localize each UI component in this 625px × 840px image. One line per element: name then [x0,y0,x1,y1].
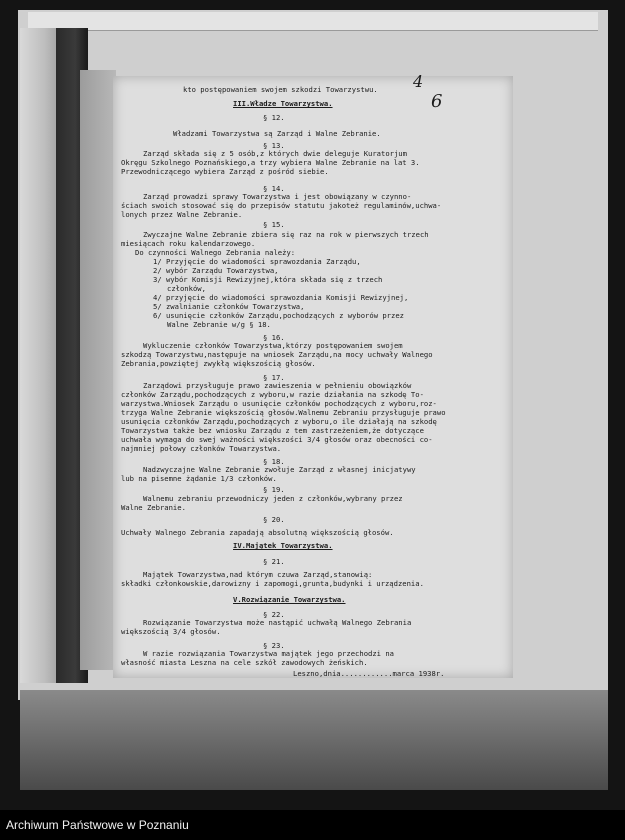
text-line: Rozwiązanie Towarzystwa może nastąpić uchwałą Walnego Zebrania [143,618,412,627]
text-line: Zarządowi przysługuje prawo zawieszenia w pełnieniu obowiązków [143,381,412,390]
paragraph-number: § 13. [263,141,285,150]
text-line: W razie rozwiązania Towarzystwa majątek jego przechodzi na [143,649,394,658]
text-line: Przewodniczącego wybiera Zarząd z pośród siebie. [121,167,329,176]
section-heading: IV.Majątek Towarzystwa. [233,541,333,550]
text-line: usunięcia członków Zarządu,pochodzących z wyboru,o ile działają na szkodę [121,417,437,426]
paragraph-number: § 21. [263,557,285,566]
text-line: Władzami Towarzystwa są Zarząd i Walne Zebranie. [173,129,381,138]
typed-document-page [113,72,513,678]
text-line: własność miasta Leszna na cele szkół zawodowych żeńskich. [121,658,368,667]
paragraph-number: § 23. [263,641,285,650]
text-line: najmniej połowy członków Towarzystwa. [121,444,282,453]
date-line: Leszno,dnia............marca 1938r. [293,669,445,678]
list-item: 2/ wybór Zarządu Towarzystwa, [153,266,279,275]
text-line: lub na pisemne żądanie 1/3 członków. [121,474,277,483]
text-line: Zarząd składa się z 5 osób,z których dwie deleguje Kuratorjum [143,149,407,158]
text-line: Uchwały Walnego Zebrania zapadają absolutną większością głosów. [121,528,394,537]
list-item: 1/ Przyjęcie do wiadomości sprawozdania Zarządu, [153,257,361,266]
board-top-edge [28,12,598,31]
text-line: ściach swoich stosować się do przepisów statutu jakoteż regulaminów,uchwa- [121,201,442,210]
folder-bottom [20,690,608,790]
text-line: miesiącach roku kalendarzowego. [121,239,256,248]
text-line: lonych przez Walne Zebranie. [121,210,243,219]
text-line: Majątek Towarzystwa,nad którym czuwa Zarząd,stanowią: [143,570,373,579]
text-line: członków Zarządu,pochodzących z wyboru,w razie działania na szkodę To- [121,390,424,399]
list-item: 3/ wybór Komisji Rewizyjnej,która składa się z trzech [153,275,383,284]
text-line: Wykluczenie członków Towarzystwa,którzy postępowaniem swojem [143,341,403,350]
list-item: Walne Zebranie w/g § 18. [167,320,271,329]
list-item: członków, [167,284,206,293]
text-line: Zebrania,powziętej zwykłą większością głosów. [121,359,316,368]
text-line: uchwała wymaga do swej ważności większości 3/4 głosów oraz obecności co- [121,435,433,444]
text-line: trzyga Walne Zebranie większością głosów.Walnemu Zebraniu przysługuje prawo [121,408,446,417]
list-item: 4/ przyjęcie do wiadomości sprawozdania Komisji Rewizyjnej, [153,293,409,302]
text-line: większością 3/4 głosów. [121,627,221,636]
section-heading: V.Rozwiązanie Towarzystwa. [233,595,346,604]
paragraph-number: § 19. [263,485,285,494]
text-line: Zarząd prowadzi sprawy Towarzystwa i jest obowiązany w czynno- [143,192,412,201]
paragraph-number: § 17. [263,373,285,382]
text-line: Nadzwyczajne Walne Zebranie zwołuje Zarząd z własnej inicjatywy [143,465,416,474]
folded-page-edge [80,70,116,670]
text-line: Do czynności Walnego Zebrania należy: [135,248,296,257]
left-paper-strip [20,28,56,683]
paragraph-number: § 16. [263,333,285,342]
text-line: szkodzą Towarzystwu,następuje na wniosek Zarządu,na mocy uchwały Walnego [121,350,433,359]
text-line: kto postępowaniem swojem szkodzi Towarzystwu. [183,85,378,94]
handwritten-page-number-a: 4 [413,72,424,91]
paragraph-number: § 14. [263,184,285,193]
text-line: Walne Zebranie. [121,503,186,512]
text-line: Okręgu Szkolnego Poznańskiego,a trzy wybiera Walne Zebranie na lat 3. [121,158,420,167]
text-line: Walnemu zebraniu przewodniczy jeden z członków,wybrany przez [143,494,403,503]
paragraph-number: § 15. [263,220,285,229]
text-line: składki członkowskie,darowizny i zapomogi,grunta,budynki i urządzenia. [121,579,424,588]
archive-name: Archiwum Państwowe w Poznaniu [6,818,189,832]
handwritten-page-number-b: 6 [431,91,443,112]
list-item: 6/ usunięcie członków Zarządu,pochodzących z wyborów przez [153,311,404,320]
text-line: Zwyczajne Walne Zebranie zbiera się raz na rok w pierwszych trzech [143,230,429,239]
list-item: 5/ zwalnianie członków Towarzystwa, [153,302,305,311]
text-line: warzystwa.Wniosek Zarządu o usunięcie członków pochodzących z wyboru,roz- [121,399,437,408]
text-line: Towarzystwa także bez wniosku Zarządu z tem zastrzeżeniem,że dotyczące [121,426,424,435]
section-heading: III.Władze Towarzystwa. [233,99,333,108]
paragraph-number: § 18. [263,457,285,466]
paragraph-number: § 12. [263,113,285,122]
paragraph-number: § 22. [263,610,285,619]
paragraph-number: § 20. [263,515,285,524]
